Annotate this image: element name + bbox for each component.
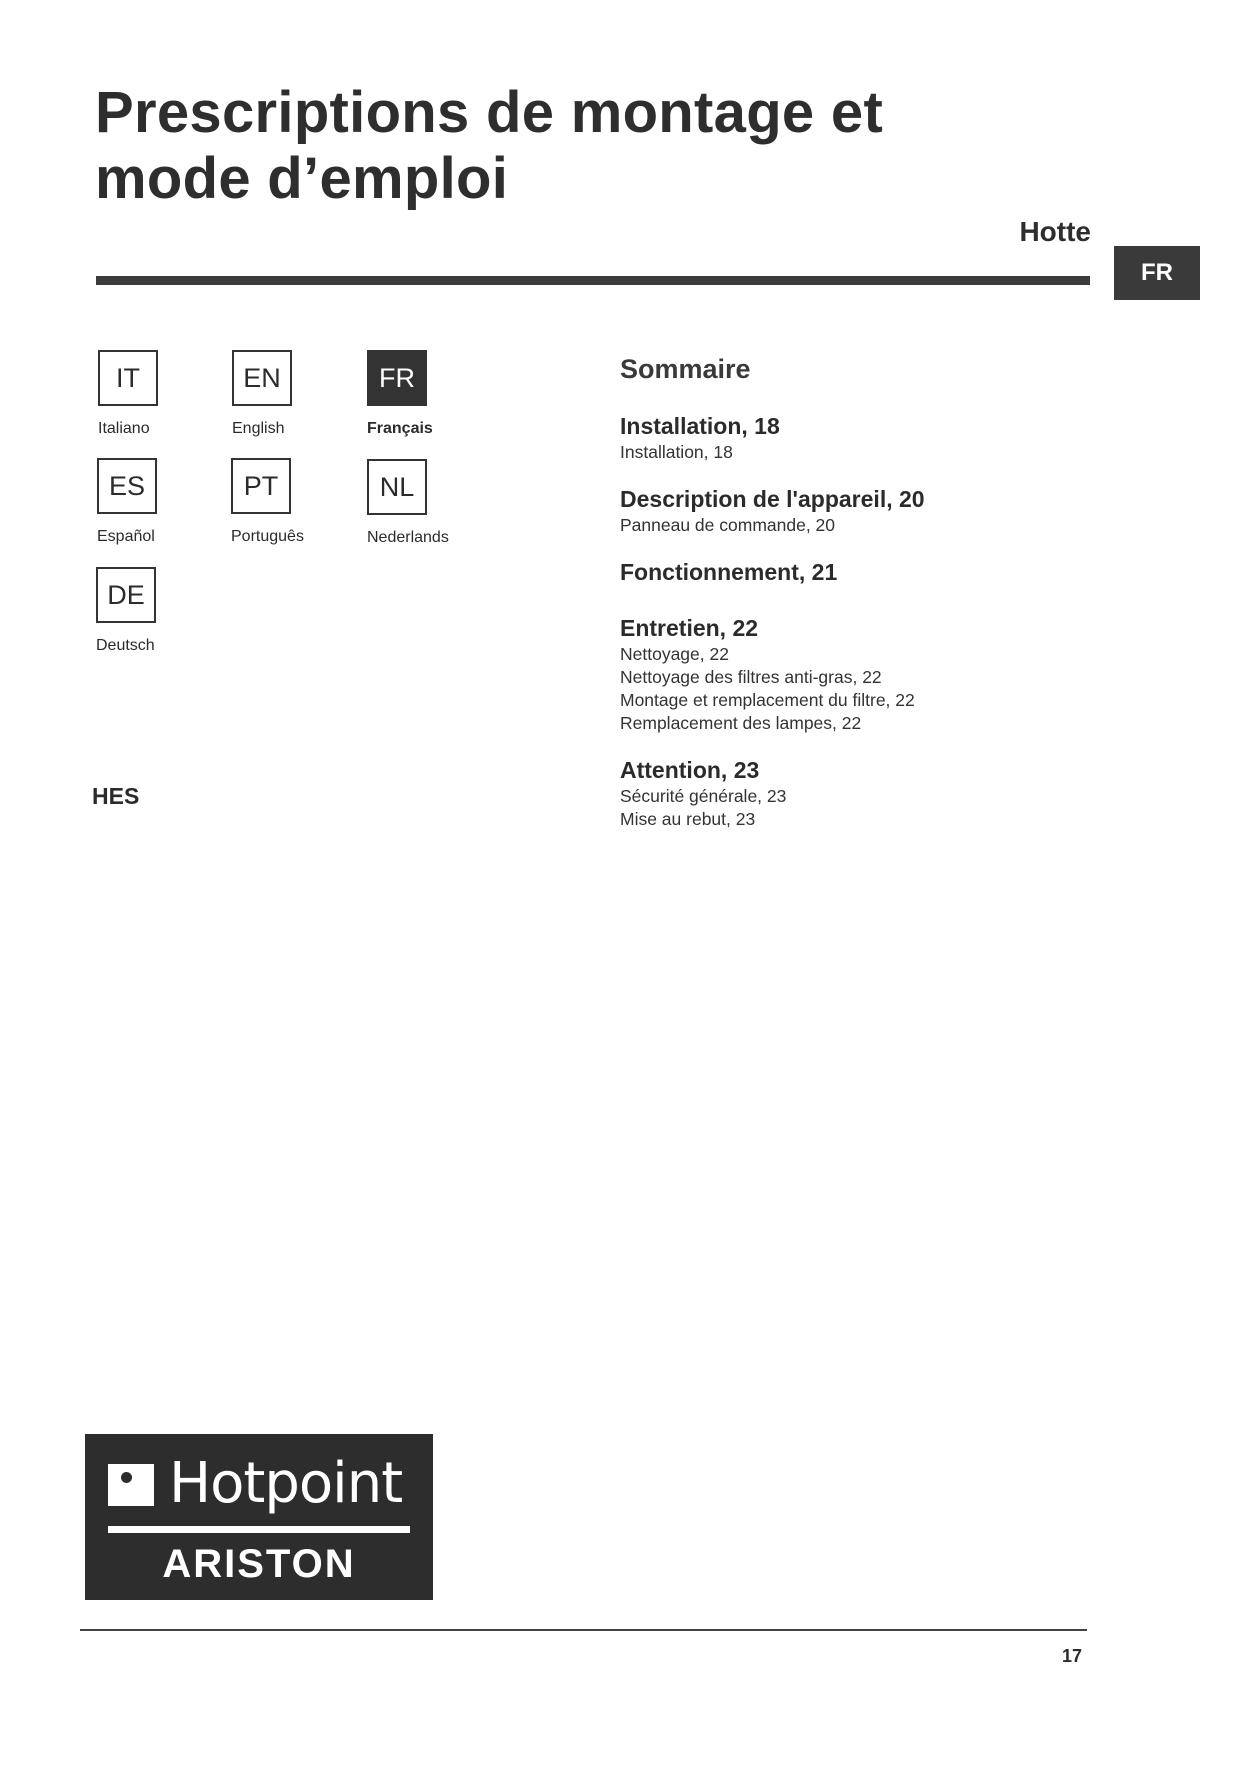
language-item-en: [232, 350, 362, 438]
toc-section-fonctionnement: [620, 557, 1120, 587]
language-code-box: IT: [98, 350, 158, 406]
language-tab-badge: FR: [1114, 246, 1200, 300]
logo-divider: [108, 1526, 410, 1533]
toc-item: Panneau de commande, 20: [620, 515, 836, 535]
toc-heading: Entretien, 22: [620, 615, 759, 641]
page-number: 17: [1062, 1646, 1083, 1666]
footer-divider: [80, 1629, 1087, 1631]
language-name: Italiano: [98, 420, 150, 437]
section-label: Hotte: [1019, 216, 1091, 247]
language-item-nl: [367, 459, 497, 547]
toc-item: Remplacement des lampes, 22: [620, 713, 862, 733]
language-code-box: EN: [232, 350, 292, 406]
language-name-active: Français: [367, 420, 433, 437]
toc-section-attention: [620, 755, 1120, 831]
brand-logo: [85, 1434, 433, 1600]
toc-item: Installation, 18: [620, 442, 733, 462]
toc-item: Nettoyage des filtres anti-gras, 22: [620, 667, 882, 687]
language-name: Deutsch: [96, 637, 155, 654]
toc-heading: Installation, 18: [620, 413, 780, 439]
logo-sub-text: ARISTON: [162, 1542, 356, 1586]
language-code-box: ES: [97, 458, 157, 514]
toc-item: Nettoyage, 22: [620, 644, 729, 664]
toc-heading: Description de l'appareil, 20: [620, 486, 925, 512]
toc-item: Mise au rebut, 23: [620, 809, 756, 829]
language-name: Português: [231, 528, 304, 545]
toc-item: Sécurité générale, 23: [620, 786, 787, 806]
page-title: Prescriptions de montage et mode d’emploi: [95, 80, 884, 211]
toc-section-installation: [620, 411, 1120, 464]
header-divider: [96, 276, 1090, 285]
language-name: English: [232, 420, 285, 437]
language-name: Nederlands: [367, 529, 449, 546]
language-item-es: [97, 458, 227, 546]
logo-mark-icon: [108, 1464, 154, 1506]
toc-item: Montage et remplacement du filtre, 22: [620, 690, 915, 710]
language-code-box: PT: [231, 458, 291, 514]
language-item-it: [98, 350, 228, 438]
language-item-pt: [231, 458, 361, 546]
language-item-de: [96, 567, 226, 655]
model-name: HES: [92, 783, 140, 809]
language-code-box-active: FR: [367, 350, 427, 406]
toc-section-entretien: [620, 613, 1120, 735]
toc-section-description: [620, 484, 1120, 537]
toc-heading: Fonctionnement, 21: [620, 559, 838, 585]
toc-title: Sommaire: [620, 354, 751, 384]
language-item-fr: [367, 350, 497, 438]
language-name: Español: [97, 528, 155, 545]
logo-brand-text: Hotpoint: [169, 1451, 403, 1516]
toc-heading: Attention, 23: [620, 757, 760, 783]
language-code-box: NL: [367, 459, 427, 515]
table-of-contents: [620, 354, 1120, 851]
language-code-box: DE: [96, 567, 156, 623]
